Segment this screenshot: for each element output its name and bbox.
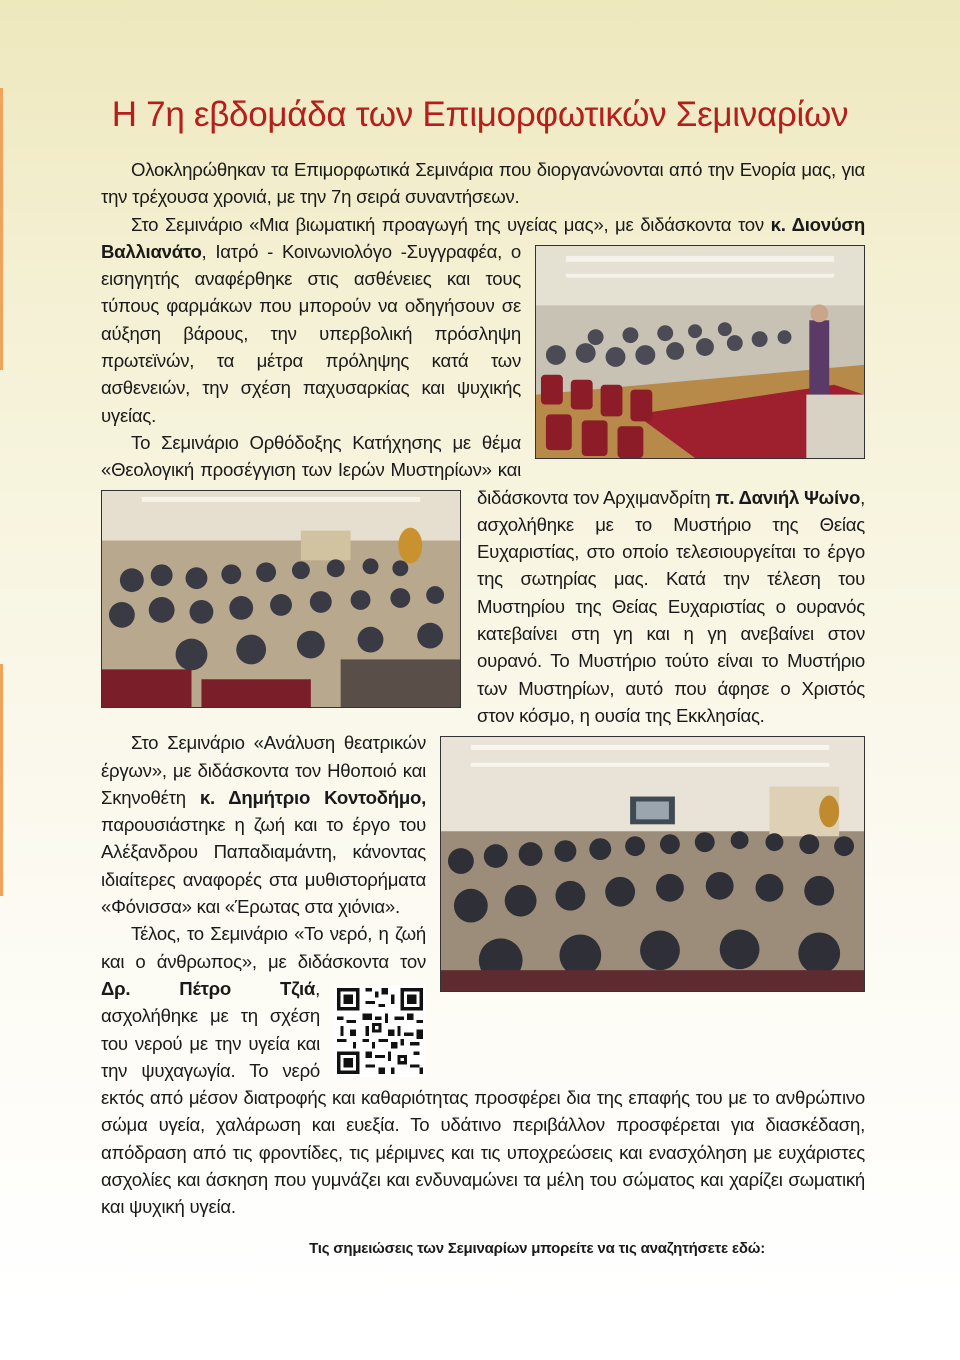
accent-bar-bottom [0,664,3,896]
paragraph-intro: Ολοκληρώθηκαν τα Επιμορφωτικά Σεμινάρια που διοργανώνονται από την Ενορία μας, για την τρέχουσα χρονιά, με την 7η σειρά συναντήσεων. [101,159,865,208]
paragraph-catechism-seminar: Το Σεμινάριο Ορθόδοξης Κατήχησης με θέμα «Θεολογική προσέγγιση των Ιερών Μυστηρίων» και διδάσκοντα τον Αρχιμανδρίτη π. Δανιήλ Ψωίνο , ασχολήθηκε με το Μυστήριο της Θείας Ευχαριστίας, στο οποίο τελεσιουργείται το έργο της σωτηρίας μας. Κατά την τέλεση του Μυστηρίου της Θείας Ευχαριστίας ο ουρανός κατεβαίνει στη γη και η γη ανεβαίνει στον ουρανό. Το Μυστήριο τούτο είναι το Μυστήριο των Μυστηρίων, αυτό που άφησε ο Χριστός στον κόσμο, η ουσία της Εκκλησίας. [101,431,865,726]
paragraph-water-seminar: Τέλος, το Σεμινάριο «Το νερό, η ζωή και ο άνθρωπος», με διδάσκοντα τον Δρ. Πέτρο Τζιά , ασχολήθηκε με τη σχέση του νερού με την υγεία και την ψυχαγωγία. Το νερό εκτός από μέσον διατροφής και καθαριότητας προσφέρει δια της επαφής του με το ανθρώπινο σώμα υγεία, χαλάρωση και ευεξία. Το υδάτινο περιβάλλον προσφέρεται για διασκέδαση, απόδραση από τις φροντίδες, τις μέριμνες και τις υποχρεώσεις και ενασχόληση με ευχάριστες ασχολίες και άσκηση που γυμνάζει και ενδυναμώνει τα μέλη του σώματος και χαρίζει σωματική και ψυχική υγεία. [101,923,865,1218]
seminar-photo-hall [440,736,865,992]
article-body [101,156,865,1221]
speaker-name-vallianatos: κ. Διονύση Βαλλιανάτο [101,213,865,262]
seminar-photo-audience [101,490,461,708]
speaker-name-kontodimos: κ. Δημήτριο Κοντοδήμο, [199,786,426,808]
speaker-name-psoinos: π. Δανιήλ Ψωίνο [715,486,861,508]
seminar-photo-lecture [535,245,865,459]
page-title: Η 7η εβδομάδα των Επιμορφωτικών Σεμιναρίων [111,95,849,134]
paragraph-theatre-seminar: Στο Σεμινάριο «Ανάλυση θεατρικών έργων», με διδάσκοντα τον Ηθοποιό και Σκηνοθέτη κ. Δημήτριο Κοντοδήμο, παρουσιάστηκε η ζωή και το έργο του Αλέξανδρου Παπαδιαμάντη, κάνοντας ιδιαίτερες αναφορές στα μυθιστορήματα «Φόνισσα» και «Έρωτας στα χιόνια». [101,729,865,920]
qr-code[interactable] [334,985,426,1077]
qr-caption: Τις σημειώσεις των Σεμιναρίων μπορείτε να τις αναζητήσετε εδώ: [309,1240,765,1257]
paragraph-health-seminar: Στο Σεμινάριο «Μια βιωματική προαγωγή της υγείας μας», με διδάσκοντα τον κ. Διονύση Βαλλιανάτο, Ιατρό - Κοινωνιολόγο -Συγγραφέα, ο εισηγητής αναφέρθηκε στις ασθένειες και τους τύπους φαρμάκων που μπορούν να οδηγήσουν σε αύξηση βάρους, την υπερβολική πρόσληψη πρωτεϊνών, τα μέτρα πρόληψης κατά των ασθενειών, την σχέση παχυσαρκίας και ψυχικής υγείας. [101,211,865,429]
speaker-name-tzias: Δρ. Πέτρο Τζιά [101,977,316,999]
